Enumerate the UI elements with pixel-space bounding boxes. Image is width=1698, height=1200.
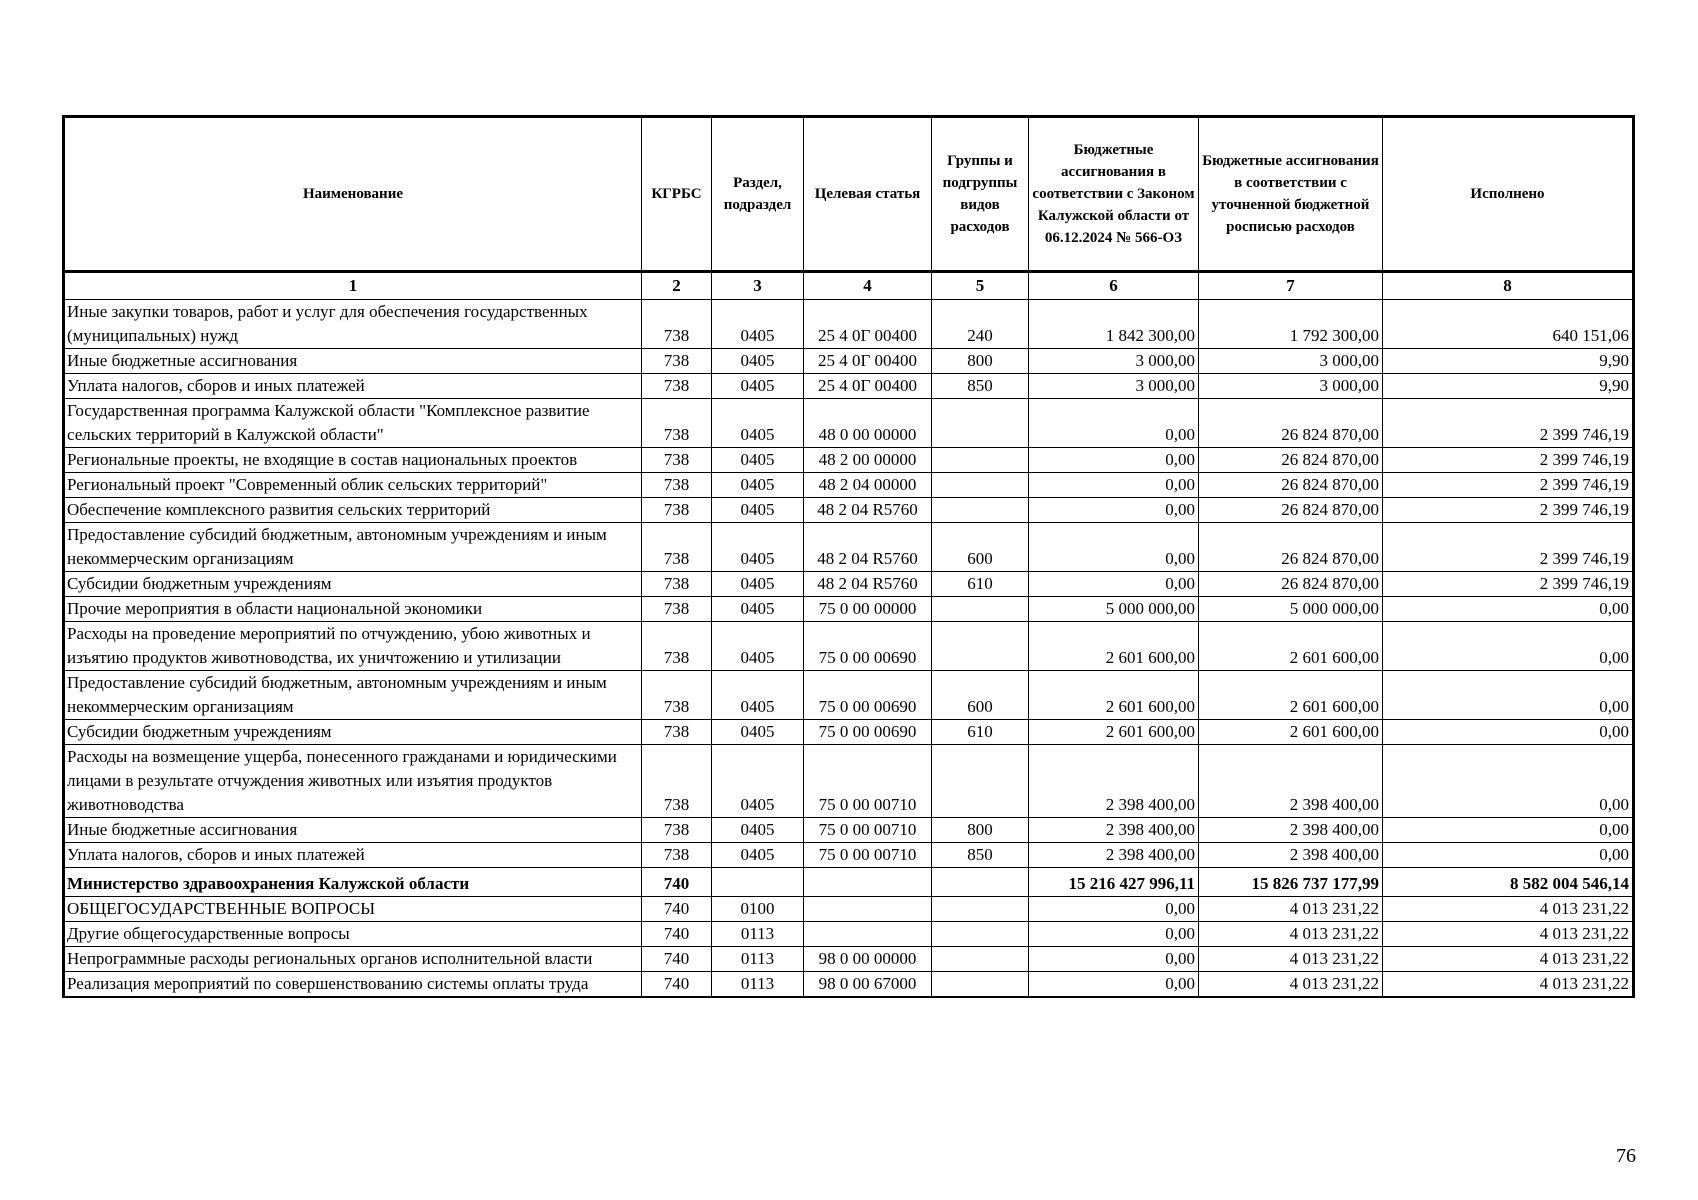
table-row	[64, 349, 1634, 374]
row-name-cell: Уплата налогов, сборов и иных платежей	[64, 843, 642, 868]
header-executed: Исполнено	[1383, 117, 1634, 272]
row-revised-allocation-cell: 26 824 870,00	[1199, 473, 1383, 498]
row-section-cell: 0405	[712, 745, 804, 818]
row-target-article-cell: 25 4 0Г 00400	[804, 349, 932, 374]
row-target-article-cell	[804, 922, 932, 947]
row-executed-cell: 9,90	[1383, 349, 1634, 374]
row-revised-allocation-cell: 3 000,00	[1199, 374, 1383, 399]
row-executed-cell: 2 399 746,19	[1383, 399, 1634, 448]
row-section-cell: 0405	[712, 399, 804, 448]
table-row	[64, 597, 1634, 622]
row-section-cell: 0113	[712, 922, 804, 947]
row-law-allocation-cell: 2 601 600,00	[1029, 622, 1199, 671]
row-law-allocation-cell: 0,00	[1029, 572, 1199, 597]
row-revised-allocation-cell: 26 824 870,00	[1199, 399, 1383, 448]
row-executed-cell: 0,00	[1383, 745, 1634, 818]
row-law-allocation-cell: 0,00	[1029, 399, 1199, 448]
row-expense-group-cell: 800	[932, 349, 1029, 374]
row-law-allocation-cell: 2 398 400,00	[1029, 745, 1199, 818]
row-revised-allocation-cell: 1 792 300,00	[1199, 300, 1383, 349]
row-law-allocation-cell: 0,00	[1029, 523, 1199, 572]
row-law-allocation-cell: 0,00	[1029, 922, 1199, 947]
row-section-cell: 0405	[712, 498, 804, 523]
row-target-article-cell: 48 0 00 00000	[804, 399, 932, 448]
row-revised-allocation-cell: 5 000 000,00	[1199, 597, 1383, 622]
row-name-cell: Предоставление субсидий бюджетным, автономным учреждениям и иным некоммерческим организациям	[64, 671, 642, 720]
row-revised-allocation-cell: 2 398 400,00	[1199, 843, 1383, 868]
row-executed-cell: 0,00	[1383, 622, 1634, 671]
row-kgrbs-cell: 738	[642, 818, 712, 843]
row-expense-group-cell	[932, 399, 1029, 448]
row-expense-group-cell: 800	[932, 818, 1029, 843]
row-section-cell: 0405	[712, 818, 804, 843]
row-law-allocation-cell: 0,00	[1029, 498, 1199, 523]
row-revised-allocation-cell: 2 398 400,00	[1199, 818, 1383, 843]
row-law-allocation-cell: 3 000,00	[1029, 374, 1199, 399]
row-section-cell: 0113	[712, 972, 804, 998]
row-kgrbs-cell: 738	[642, 349, 712, 374]
row-name-cell: Иные бюджетные ассигнования	[64, 818, 642, 843]
row-executed-cell: 4 013 231,22	[1383, 922, 1634, 947]
row-kgrbs-cell: 738	[642, 473, 712, 498]
row-expense-group-cell	[932, 897, 1029, 922]
row-section-cell: 0405	[712, 720, 804, 745]
row-name-cell: Прочие мероприятия в области национальной экономики	[64, 597, 642, 622]
row-name-cell: Региональный проект "Современный облик сельских территорий"	[64, 473, 642, 498]
row-kgrbs-cell: 738	[642, 448, 712, 473]
table-row	[64, 473, 1634, 498]
row-section-cell: 0405	[712, 671, 804, 720]
row-kgrbs-cell: 740	[642, 868, 712, 897]
row-target-article-cell: 75 0 00 00710	[804, 745, 932, 818]
row-name-cell: Расходы на проведение мероприятий по отчуждению, убою животных и изъятию продуктов животноводства, их уничтожению и утилизации	[64, 622, 642, 671]
row-section-cell	[712, 868, 804, 897]
row-name-cell: Уплата налогов, сборов и иных платежей	[64, 374, 642, 399]
table-row	[64, 818, 1634, 843]
column-number: 7	[1199, 272, 1383, 300]
row-name-cell: Региональные проекты, не входящие в состав национальных проектов	[64, 448, 642, 473]
row-revised-allocation-cell: 2 601 600,00	[1199, 671, 1383, 720]
row-name-cell: Предоставление субсидий бюджетным, автономным учреждениям и иным некоммерческим организациям	[64, 523, 642, 572]
row-revised-allocation-cell: 3 000,00	[1199, 349, 1383, 374]
row-revised-allocation-cell: 2 601 600,00	[1199, 622, 1383, 671]
row-revised-allocation-cell: 2 601 600,00	[1199, 720, 1383, 745]
table-row	[64, 622, 1634, 671]
row-revised-allocation-cell: 26 824 870,00	[1199, 572, 1383, 597]
row-target-article-cell: 75 0 00 00000	[804, 597, 932, 622]
row-executed-cell: 2 399 746,19	[1383, 498, 1634, 523]
header-law-allocations: Бюджетные ассигнования в соответствии с Законом Калужской области от 06.12.2024 № 566-ОЗ	[1029, 117, 1199, 272]
row-executed-cell: 2 399 746,19	[1383, 572, 1634, 597]
row-section-cell: 0405	[712, 448, 804, 473]
row-name-cell: Субсидии бюджетным учреждениям	[64, 720, 642, 745]
row-revised-allocation-cell: 15 826 737 177,99	[1199, 868, 1383, 897]
row-expense-group-cell: 600	[932, 671, 1029, 720]
row-target-article-cell: 48 2 04 R5760	[804, 523, 932, 572]
column-number: 4	[804, 272, 932, 300]
table-row	[64, 671, 1634, 720]
row-target-article-cell: 25 4 0Г 00400	[804, 300, 932, 349]
row-expense-group-cell	[932, 745, 1029, 818]
header-section: Раздел, подраздел	[712, 117, 804, 272]
row-law-allocation-cell: 2 398 400,00	[1029, 818, 1199, 843]
row-expense-group-cell	[932, 448, 1029, 473]
table-row	[64, 843, 1634, 868]
row-section-cell: 0405	[712, 843, 804, 868]
row-expense-group-cell	[932, 868, 1029, 897]
row-target-article-cell: 75 0 00 00710	[804, 843, 932, 868]
row-expense-group-cell: 610	[932, 572, 1029, 597]
row-law-allocation-cell: 0,00	[1029, 972, 1199, 998]
table-body	[64, 300, 1634, 998]
row-law-allocation-cell: 0,00	[1029, 473, 1199, 498]
row-executed-cell: 8 582 004 546,14	[1383, 868, 1634, 897]
row-law-allocation-cell: 1 842 300,00	[1029, 300, 1199, 349]
row-target-article-cell: 75 0 00 00690	[804, 622, 932, 671]
row-target-article-cell: 75 0 00 00690	[804, 720, 932, 745]
row-executed-cell: 2 399 746,19	[1383, 448, 1634, 473]
row-executed-cell: 2 399 746,19	[1383, 523, 1634, 572]
row-kgrbs-cell: 738	[642, 745, 712, 818]
row-expense-group-cell	[932, 972, 1029, 998]
header-row	[64, 117, 1634, 272]
row-revised-allocation-cell: 2 398 400,00	[1199, 745, 1383, 818]
row-executed-cell: 4 013 231,22	[1383, 947, 1634, 972]
table-row	[64, 947, 1634, 972]
row-name-cell: Непрограммные расходы региональных органов исполнительной власти	[64, 947, 642, 972]
table-row	[64, 922, 1634, 947]
row-kgrbs-cell: 738	[642, 572, 712, 597]
column-number: 8	[1383, 272, 1634, 300]
table-row	[64, 572, 1634, 597]
row-kgrbs-cell: 738	[642, 399, 712, 448]
row-expense-group-cell: 600	[932, 523, 1029, 572]
row-name-cell: Иные бюджетные ассигнования	[64, 349, 642, 374]
row-law-allocation-cell: 5 000 000,00	[1029, 597, 1199, 622]
row-target-article-cell: 75 0 00 00690	[804, 671, 932, 720]
row-law-allocation-cell: 2 601 600,00	[1029, 720, 1199, 745]
row-name-cell: Министерство здравоохранения Калужской области	[64, 868, 642, 897]
table-row	[64, 374, 1634, 399]
row-section-cell: 0100	[712, 897, 804, 922]
header-kgrbs: КГРБС	[642, 117, 712, 272]
row-section-cell: 0113	[712, 947, 804, 972]
row-target-article-cell	[804, 868, 932, 897]
row-name-cell: Субсидии бюджетным учреждениям	[64, 572, 642, 597]
row-kgrbs-cell: 740	[642, 897, 712, 922]
row-executed-cell: 2 399 746,19	[1383, 473, 1634, 498]
row-kgrbs-cell: 738	[642, 720, 712, 745]
table-row	[64, 745, 1634, 818]
row-executed-cell: 0,00	[1383, 843, 1634, 868]
row-kgrbs-cell: 738	[642, 597, 712, 622]
row-target-article-cell	[804, 897, 932, 922]
table-row	[64, 523, 1634, 572]
row-revised-allocation-cell: 26 824 870,00	[1199, 498, 1383, 523]
row-executed-cell: 0,00	[1383, 597, 1634, 622]
row-law-allocation-cell: 15 216 427 996,11	[1029, 868, 1199, 897]
page-number: 76	[1616, 1145, 1636, 1167]
table-row	[64, 300, 1634, 349]
row-section-cell: 0405	[712, 523, 804, 572]
budget-table	[62, 115, 1635, 998]
row-target-article-cell: 48 2 04 R5760	[804, 498, 932, 523]
row-name-cell: Иные закупки товаров, работ и услуг для обеспечения государственных (муниципальных) нужд	[64, 300, 642, 349]
column-number: 1	[64, 272, 642, 300]
row-revised-allocation-cell: 26 824 870,00	[1199, 523, 1383, 572]
table-row	[64, 972, 1634, 998]
row-law-allocation-cell: 0,00	[1029, 448, 1199, 473]
row-kgrbs-cell: 738	[642, 300, 712, 349]
row-law-allocation-cell: 2 398 400,00	[1029, 843, 1199, 868]
row-target-article-cell: 48 2 04 R5760	[804, 572, 932, 597]
row-executed-cell: 4 013 231,22	[1383, 972, 1634, 998]
row-executed-cell: 0,00	[1383, 671, 1634, 720]
row-section-cell: 0405	[712, 622, 804, 671]
table-row	[64, 720, 1634, 745]
header-name: Наименование	[64, 117, 642, 272]
row-expense-group-cell	[932, 947, 1029, 972]
table-row	[64, 448, 1634, 473]
row-executed-cell: 4 013 231,22	[1383, 897, 1634, 922]
row-expense-group-cell	[932, 622, 1029, 671]
row-section-cell: 0405	[712, 300, 804, 349]
row-kgrbs-cell: 740	[642, 947, 712, 972]
row-name-cell: Другие общегосударственные вопросы	[64, 922, 642, 947]
row-law-allocation-cell: 0,00	[1029, 897, 1199, 922]
row-kgrbs-cell: 738	[642, 498, 712, 523]
row-section-cell: 0405	[712, 473, 804, 498]
row-kgrbs-cell: 738	[642, 843, 712, 868]
table-row	[64, 498, 1634, 523]
row-expense-group-cell: 610	[932, 720, 1029, 745]
row-expense-group-cell	[932, 473, 1029, 498]
row-target-article-cell: 75 0 00 00710	[804, 818, 932, 843]
row-kgrbs-cell: 740	[642, 922, 712, 947]
row-expense-group-cell	[932, 597, 1029, 622]
row-kgrbs-cell: 738	[642, 671, 712, 720]
row-executed-cell: 0,00	[1383, 720, 1634, 745]
row-name-cell: Расходы на возмещение ущерба, понесенного гражданами и юридическими лицами в результате отчуждения животных или изъятия продуктов животноводства	[64, 745, 642, 818]
row-name-cell: ОБЩЕГОСУДАРСТВЕННЫЕ ВОПРОСЫ	[64, 897, 642, 922]
row-kgrbs-cell: 740	[642, 972, 712, 998]
column-number-row	[64, 272, 1634, 300]
row-expense-group-cell: 850	[932, 843, 1029, 868]
column-number: 5	[932, 272, 1029, 300]
table-row	[64, 897, 1634, 922]
row-revised-allocation-cell: 4 013 231,22	[1199, 922, 1383, 947]
row-kgrbs-cell: 738	[642, 523, 712, 572]
row-kgrbs-cell: 738	[642, 622, 712, 671]
column-number: 2	[642, 272, 712, 300]
row-executed-cell: 640 151,06	[1383, 300, 1634, 349]
row-target-article-cell: 48 2 04 00000	[804, 473, 932, 498]
row-expense-group-cell: 850	[932, 374, 1029, 399]
row-target-article-cell: 98 0 00 67000	[804, 972, 932, 998]
row-target-article-cell: 48 2 00 00000	[804, 448, 932, 473]
row-name-cell: Обеспечение комплексного развития сельских территорий	[64, 498, 642, 523]
header-target-article: Целевая статья	[804, 117, 932, 272]
row-revised-allocation-cell: 26 824 870,00	[1199, 448, 1383, 473]
column-number: 3	[712, 272, 804, 300]
row-expense-group-cell: 240	[932, 300, 1029, 349]
row-executed-cell: 0,00	[1383, 818, 1634, 843]
row-target-article-cell: 25 4 0Г 00400	[804, 374, 932, 399]
row-name-cell: Государственная программа Калужской области "Комплексное развитие сельских территорий в Калужской области"	[64, 399, 642, 448]
table-row	[64, 868, 1634, 897]
row-law-allocation-cell: 0,00	[1029, 947, 1199, 972]
row-section-cell: 0405	[712, 572, 804, 597]
row-kgrbs-cell: 738	[642, 374, 712, 399]
column-number: 6	[1029, 272, 1199, 300]
row-law-allocation-cell: 3 000,00	[1029, 349, 1199, 374]
row-section-cell: 0405	[712, 597, 804, 622]
row-expense-group-cell	[932, 922, 1029, 947]
row-expense-group-cell	[932, 498, 1029, 523]
header-expense-groups: Группы и подгруппы видов расходов	[932, 117, 1029, 272]
row-revised-allocation-cell: 4 013 231,22	[1199, 972, 1383, 998]
header-revised-allocations: Бюджетные ассигнования в соответствии с уточненной бюджетной росписью расходов	[1199, 117, 1383, 272]
row-target-article-cell: 98 0 00 00000	[804, 947, 932, 972]
row-section-cell: 0405	[712, 374, 804, 399]
row-law-allocation-cell: 2 601 600,00	[1029, 671, 1199, 720]
row-revised-allocation-cell: 4 013 231,22	[1199, 947, 1383, 972]
row-name-cell: Реализация мероприятий по совершенствованию системы оплаты труда	[64, 972, 642, 998]
table-row	[64, 399, 1634, 448]
row-executed-cell: 9,90	[1383, 374, 1634, 399]
row-revised-allocation-cell: 4 013 231,22	[1199, 897, 1383, 922]
row-section-cell: 0405	[712, 349, 804, 374]
